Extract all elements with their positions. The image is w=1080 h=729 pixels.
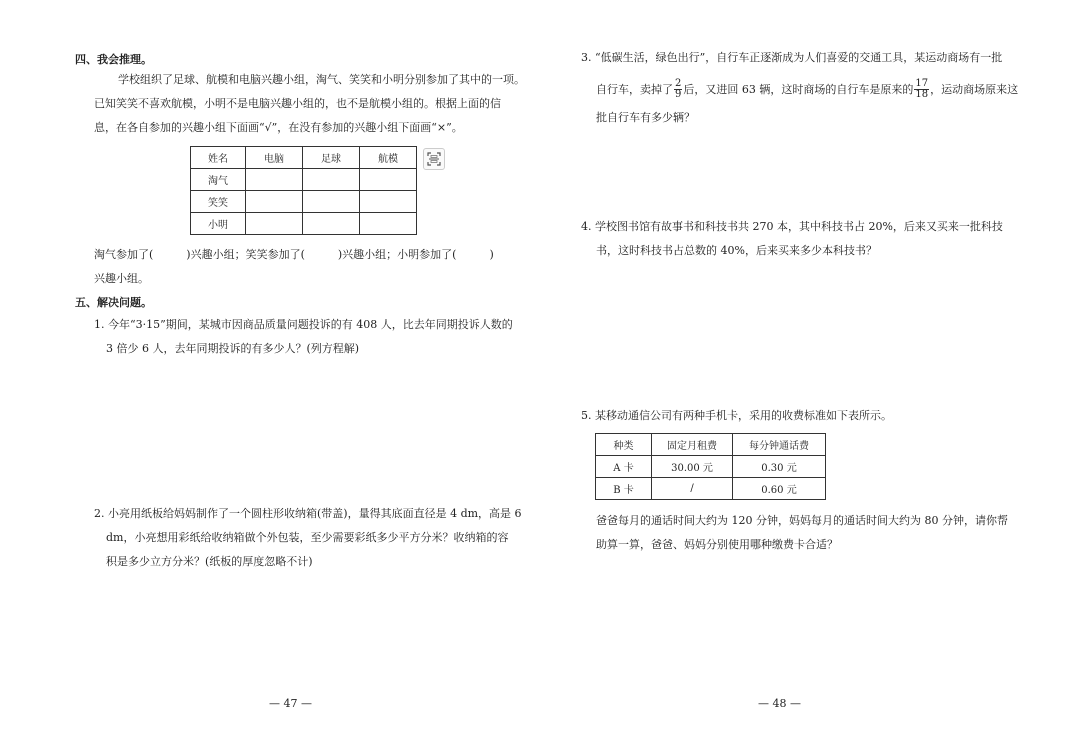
answer-cell[interactable]	[303, 191, 360, 213]
table-header: 航模	[360, 147, 417, 169]
fraction-two-ninths	[674, 79, 682, 100]
section5-title: 五、解决问题。	[75, 296, 152, 309]
table-header: 姓名	[191, 147, 246, 169]
q2-line1: 2. 小亮用纸板给妈妈制作了一个圆柱形收纳箱(带盖)，量得其底面直径是 4 dm，高是 6	[94, 507, 522, 520]
table-header: 电脑	[246, 147, 303, 169]
scan-qr-icon[interactable]	[423, 148, 445, 170]
q4-line1: 4. 学校图书馆有故事书和科技书共 270 本，其中科技书占 20%，后来又买来一批科技	[581, 220, 1003, 233]
s4-text-line3: 息，在各自参加的兴趣小组下面画“√”，在没有参加的兴趣小组下面画“×”。	[94, 121, 463, 134]
q3-line2-part-a: 自行车，卖掉了	[596, 82, 673, 96]
q3-line3: 批自行车有多少辆？	[596, 111, 695, 124]
q3-line2-part-b: 后，又进回 63 辆，这时商场的自行车是原来的	[683, 82, 914, 96]
page-number-right: — 48 —	[758, 697, 801, 710]
answer-cell[interactable]	[360, 213, 417, 235]
table-header: 固定月租费	[652, 434, 733, 456]
q3-line2	[596, 76, 1018, 102]
fraction-denominator: 9	[675, 88, 682, 100]
answer-cell[interactable]	[303, 169, 360, 191]
q5-line2: 爸爸每月的通话时间大约为 120 分钟，妈妈每月的通话时间大约为 80 分钟，请你帮	[596, 514, 1008, 527]
answer-cell[interactable]	[303, 213, 360, 235]
fraction-seventeen-eighteenths	[914, 79, 929, 100]
fraction-numerator: 17	[915, 77, 929, 89]
page-number-left: — 47 —	[269, 697, 312, 710]
q2-line2: dm，小亮想用彩纸给收纳箱做个外包装，至少需要彩纸多少平方分米？收纳箱的容	[106, 531, 509, 544]
q5-line3: 助算一算，爸爸、妈妈分别使用哪种缴费卡合适？	[596, 538, 838, 551]
table-header: 种类	[596, 434, 652, 456]
table-row-label: 淘气	[191, 169, 246, 191]
fill-line2: 兴趣小组。	[94, 272, 149, 285]
answer-cell[interactable]	[246, 191, 303, 213]
s4-text-line1: 学校组织了足球、航模和电脑兴趣小组，淘气、笑笑和小明分别参加了其中的一项。	[118, 73, 525, 86]
answer-cell[interactable]	[360, 169, 417, 191]
q1-line1: 1. 今年“3·15”期间，某城市因商品质量问题投诉的有 408 人，比去年同期投诉人数的	[94, 318, 513, 331]
q3-line2-part-c: ，运动商场原来这	[930, 82, 1019, 96]
q4-line2: 书，这时科技书占总数的 40%，后来买来多少本科技书？	[596, 244, 877, 257]
table-cell: 0.30 元	[733, 456, 826, 478]
q3-line1: 3. “低碳生活，绿色出行”，自行车正逐渐成为人们喜爱的交通工具，某运动商场有一批	[581, 51, 1003, 64]
fraction-denominator: 18	[915, 88, 929, 100]
table-header: 每分钟通话费	[733, 434, 826, 456]
table-row-label: 小明	[191, 213, 246, 235]
section4-title: 四、我会推理。	[75, 53, 152, 66]
fraction-numerator: 2	[675, 77, 682, 89]
table-cell: 30.00 元	[652, 456, 733, 478]
answer-cell[interactable]	[360, 191, 417, 213]
table-header: 足球	[303, 147, 360, 169]
fill-line1: 淘气参加了( )兴趣小组；笑笑参加了( )兴趣小组；小明参加了( )	[94, 248, 494, 261]
table-cell: B 卡	[596, 478, 652, 500]
s4-text-line2: 已知笑笑不喜欢航模，小明不是电脑兴趣小组的，也不是航模小组的。根据上面的信	[94, 97, 501, 110]
interest-group-table	[190, 146, 417, 235]
table-cell: /	[652, 478, 733, 500]
answer-cell[interactable]	[246, 213, 303, 235]
table-cell: 0.60 元	[733, 478, 826, 500]
phone-card-fee-table	[595, 433, 826, 500]
answer-cell[interactable]	[246, 169, 303, 191]
q1-line2: 3 倍少 6 人，去年同期投诉的有多少人？(列方程解)	[106, 342, 360, 355]
table-row-label: 笑笑	[191, 191, 246, 213]
table-cell: A 卡	[596, 456, 652, 478]
q2-line3: 积是多少立方分米？(纸板的厚度忽略不计)	[106, 555, 313, 568]
q5-line1: 5. 某移动通信公司有两种手机卡，采用的收费标准如下表所示。	[581, 409, 892, 422]
